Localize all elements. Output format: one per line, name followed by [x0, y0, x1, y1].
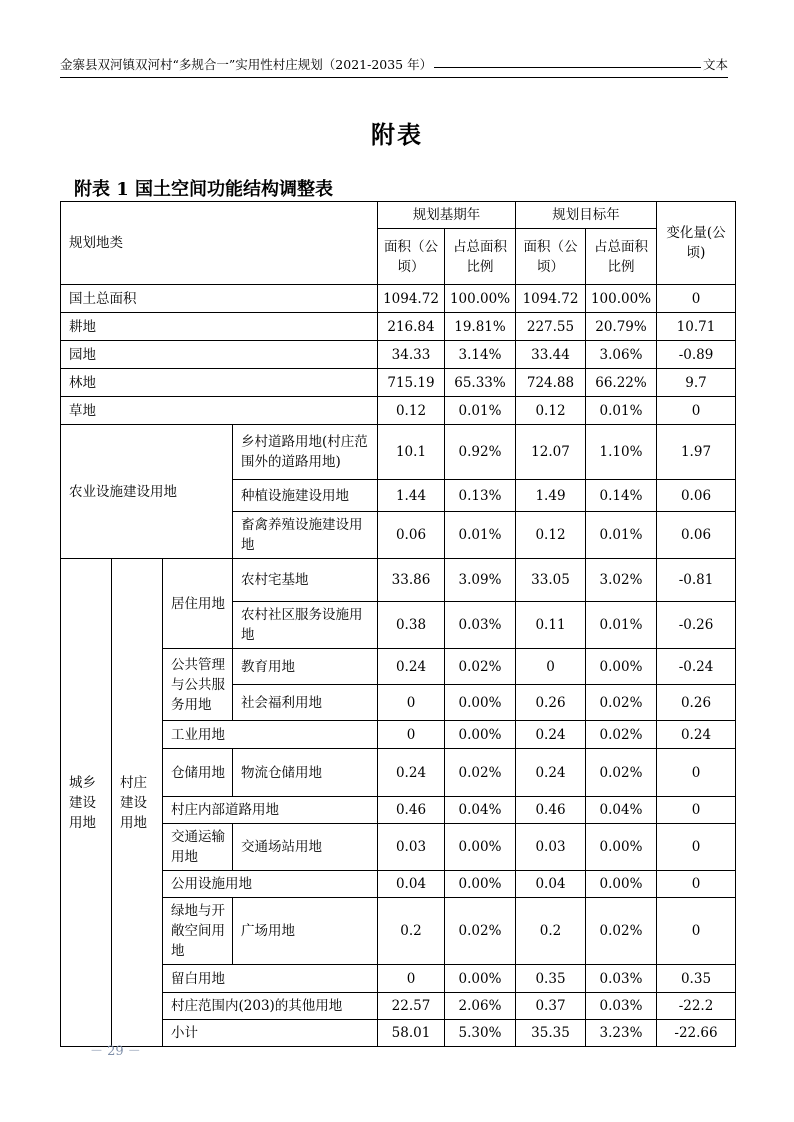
cell: 0 — [657, 285, 736, 313]
cell: 0.00% — [445, 871, 516, 898]
cell: 12.07 — [516, 425, 586, 480]
cell: 100.00% — [586, 285, 657, 313]
table-row — [61, 965, 736, 993]
cell: 0.26 — [657, 685, 736, 721]
header-target-year: 规划目标年 — [516, 202, 657, 229]
cell: 0.00% — [586, 649, 657, 685]
header-rule — [434, 67, 701, 68]
cell: 0.26 — [516, 685, 586, 721]
cell: 0 — [378, 721, 445, 749]
cell: 1094.72 — [516, 285, 586, 313]
row-label: 留白用地 — [163, 965, 378, 993]
cell: 0.06 — [657, 512, 736, 559]
header-base-area: 面积（公顷） — [378, 229, 445, 285]
cell: 1.49 — [516, 480, 586, 512]
cell: 0.12 — [378, 397, 445, 425]
row-label: 耕地 — [61, 313, 378, 341]
cell: 0.00% — [586, 824, 657, 871]
cell: 0.03 — [516, 824, 586, 871]
cell: 1.97 — [657, 425, 736, 480]
cell: 0.24 — [657, 721, 736, 749]
cell: 10.71 — [657, 313, 736, 341]
page-title: 附表 — [371, 120, 423, 149]
cell: 0.46 — [378, 797, 445, 824]
row-label: 教育用地 — [233, 649, 378, 685]
row-sublabel: 交通场站用地 — [233, 824, 378, 871]
cell: 10.1 — [378, 425, 445, 480]
table-row — [61, 397, 736, 425]
cell: 0.11 — [516, 602, 586, 649]
table-row — [61, 341, 736, 369]
cell: 0.02% — [586, 721, 657, 749]
cell: 0.92% — [445, 425, 516, 480]
cell: 0 — [657, 397, 736, 425]
table-row — [61, 871, 736, 898]
cell: 0.04 — [378, 871, 445, 898]
header-base-year: 规划基期年 — [378, 202, 516, 229]
cell: 0.01% — [586, 512, 657, 559]
cell: 0.03% — [586, 965, 657, 993]
cell: 0.14% — [586, 480, 657, 512]
header-section: 文本 — [702, 57, 728, 72]
row-label: 绿地与开敞空间用地 — [163, 898, 233, 965]
cell: 3.09% — [445, 559, 516, 602]
header-change: 变化量(公顷) — [657, 202, 736, 285]
row-label: 村庄范围内(203)的其他用地 — [163, 993, 378, 1020]
cell: -0.26 — [657, 602, 736, 649]
cell: 0.02% — [586, 685, 657, 721]
cell: 20.79% — [586, 313, 657, 341]
table-row — [61, 369, 736, 397]
cell: 3.06% — [586, 341, 657, 369]
cell: 0.02% — [586, 749, 657, 797]
cell: 0.06 — [657, 480, 736, 512]
cell: 5.30% — [445, 1020, 516, 1047]
cell: 33.86 — [378, 559, 445, 602]
cell: 0.00% — [445, 685, 516, 721]
cell: 58.01 — [378, 1020, 445, 1047]
cell: 0.00% — [445, 824, 516, 871]
row-label: 小计 — [163, 1020, 378, 1047]
page-header — [60, 55, 728, 78]
cell: 0 — [657, 898, 736, 965]
cell: 22.57 — [378, 993, 445, 1020]
header-base-ratio: 占总面积比例 — [445, 229, 516, 285]
cell: 0.04% — [586, 797, 657, 824]
cell: 216.84 — [378, 313, 445, 341]
cell: 0.03% — [445, 602, 516, 649]
row-label: 公用设施用地 — [163, 871, 378, 898]
table-row — [61, 313, 736, 341]
cell: 0.24 — [516, 721, 586, 749]
group-label-village: 村庄建设用地 — [112, 559, 163, 1047]
row-label: 交通运输用地 — [163, 824, 233, 871]
cell: 33.44 — [516, 341, 586, 369]
row-sublabel: 广场用地 — [233, 898, 378, 965]
cell: 0.00% — [445, 965, 516, 993]
row-label: 农村社区服务设施用地 — [233, 602, 378, 649]
header-target-ratio: 占总面积比例 — [586, 229, 657, 285]
cell: 100.00% — [445, 285, 516, 313]
row-sublabel: 物流仓储用地 — [233, 749, 378, 797]
cell: 0.04% — [445, 797, 516, 824]
cell: 0 — [516, 649, 586, 685]
row-label: 村庄内部道路用地 — [163, 797, 378, 824]
cell: 0.02% — [586, 898, 657, 965]
cell: 0.35 — [516, 965, 586, 993]
cell: 0.00% — [445, 721, 516, 749]
cell: 0.38 — [378, 602, 445, 649]
cell: 34.33 — [378, 341, 445, 369]
row-label: 仓储用地 — [163, 749, 233, 797]
cell: 0.02% — [445, 649, 516, 685]
table-row — [61, 824, 736, 871]
cell: 0.46 — [516, 797, 586, 824]
row-label: 园地 — [61, 341, 378, 369]
group-label-public: 公共管理与公共服务用地 — [163, 649, 233, 721]
table-row — [61, 797, 736, 824]
row-label: 乡村道路用地(村庄范围外的道路用地) — [233, 425, 378, 480]
table-row — [61, 649, 736, 685]
cell: 0.24 — [516, 749, 586, 797]
group-label-residential: 居住用地 — [163, 559, 233, 649]
land-use-table — [60, 201, 736, 1047]
cell: 66.22% — [586, 369, 657, 397]
table-row — [61, 425, 736, 480]
cell: 0 — [657, 749, 736, 797]
cell: 0.2 — [516, 898, 586, 965]
cell: 0.13% — [445, 480, 516, 512]
group-label-agri: 农业设施建设用地 — [61, 425, 233, 559]
cell: 0.37 — [516, 993, 586, 1020]
cell: 0.01% — [586, 397, 657, 425]
row-label: 国土总面积 — [61, 285, 378, 313]
cell: 227.55 — [516, 313, 586, 341]
cell: 0.24 — [378, 749, 445, 797]
header-title: 金寨县双河镇双河村“多规合一”实用性村庄规划（2021-2035 年） — [60, 57, 433, 72]
cell: 2.06% — [445, 993, 516, 1020]
header-target-area: 面积（公顷） — [516, 229, 586, 285]
cell: 1094.72 — [378, 285, 445, 313]
row-label: 社会福利用地 — [233, 685, 378, 721]
cell: 3.23% — [586, 1020, 657, 1047]
cell: 715.19 — [378, 369, 445, 397]
group-label-urban: 城乡建设用地 — [61, 559, 112, 1047]
cell: 0.35 — [657, 965, 736, 993]
cell: 0.03 — [378, 824, 445, 871]
cell: 0.12 — [516, 512, 586, 559]
cell: 0.12 — [516, 397, 586, 425]
table-row — [61, 285, 736, 313]
cell: -22.2 — [657, 993, 736, 1020]
cell: 3.02% — [586, 559, 657, 602]
table-row — [61, 898, 736, 965]
cell: 65.33% — [445, 369, 516, 397]
page-number: － 29 － — [90, 1044, 141, 1059]
row-label: 农村宅基地 — [233, 559, 378, 602]
cell: 35.35 — [516, 1020, 586, 1047]
cell: -0.81 — [657, 559, 736, 602]
cell: 1.44 — [378, 480, 445, 512]
row-label: 林地 — [61, 369, 378, 397]
cell: 0.02% — [445, 749, 516, 797]
row-label: 种植设施建设用地 — [233, 480, 378, 512]
cell: 33.05 — [516, 559, 586, 602]
cell: 0.24 — [378, 649, 445, 685]
table-row — [61, 993, 736, 1020]
cell: 19.81% — [445, 313, 516, 341]
cell: 0.01% — [445, 512, 516, 559]
cell: 0.03% — [586, 993, 657, 1020]
table-row — [61, 721, 736, 749]
cell: 0 — [657, 871, 736, 898]
row-label: 工业用地 — [163, 721, 378, 749]
table-row — [61, 749, 736, 797]
table-row — [61, 559, 736, 602]
cell: 3.14% — [445, 341, 516, 369]
cell: -0.89 — [657, 341, 736, 369]
cell: 0 — [378, 685, 445, 721]
cell: 0 — [657, 824, 736, 871]
row-label: 畜禽养殖设施建设用地 — [233, 512, 378, 559]
cell: 0.2 — [378, 898, 445, 965]
cell: 0.01% — [586, 602, 657, 649]
table-row — [61, 1020, 736, 1047]
cell: 0 — [657, 797, 736, 824]
cell: 0.01% — [445, 397, 516, 425]
cell: 0.04 — [516, 871, 586, 898]
row-label: 草地 — [61, 397, 378, 425]
cell: -22.66 — [657, 1020, 736, 1047]
cell: 0.00% — [586, 871, 657, 898]
cell: 0.02% — [445, 898, 516, 965]
cell: 724.88 — [516, 369, 586, 397]
cell: 1.10% — [586, 425, 657, 480]
cell: 0.06 — [378, 512, 445, 559]
header-category: 规划地类 — [61, 202, 378, 285]
cell: 0 — [378, 965, 445, 993]
cell: 9.7 — [657, 369, 736, 397]
table-title: 附表 1 国土空间功能结构调整表 — [74, 179, 334, 200]
cell: -0.24 — [657, 649, 736, 685]
